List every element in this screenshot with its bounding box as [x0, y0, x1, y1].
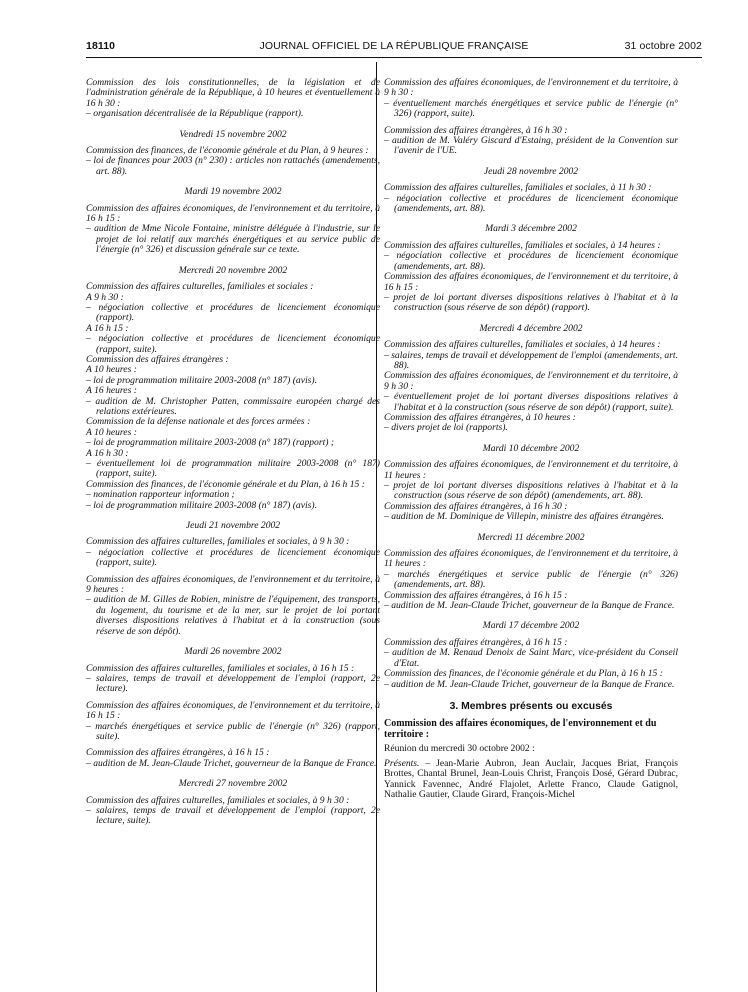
day-heading: Jeudi 21 novembre 2002	[185, 520, 281, 532]
commission-heading: Commission de la défense nationale et des forces armées :	[86, 416, 311, 428]
day-heading: Jeudi 28 novembre 2002	[483, 165, 579, 177]
agenda-entry	[86, 146, 380, 177]
section-subtitle: Commission des affaires économiques, de l'environnement et du territoire :	[384, 718, 657, 741]
day-heading: Mardi 26 novembre 2002	[184, 646, 282, 658]
agenda-entry	[86, 796, 380, 827]
issue-date: 31 octobre 2002	[624, 40, 702, 52]
day-heading: Mercredi 27 novembre 2002	[178, 778, 288, 790]
commission-heading: Commission des affaires étrangères, à 16 h 15 :	[384, 636, 568, 648]
agenda-item: – marchés énergétiques et service public de l'énergie (n° 326) (rapport, suite).	[86, 722, 380, 743]
agenda-item: – marchés énergétiques et service public de l'énergie (n° 326) (amendements, art. 88).	[384, 570, 678, 591]
agenda-item: – négociation collective et procédures de licenciement économique (rapport, suite).	[86, 548, 380, 569]
agenda-entry	[86, 701, 380, 743]
day-heading: Mardi 3 décembre 2002	[485, 223, 577, 235]
commission-heading: Commission des finances, de l'économie générale et du Plan, à 9 heures :	[86, 145, 369, 157]
agenda-item: – projet de loi portant diverses dispositions relatives à l'habitat et à la construction (sous réserve de son dépôt) (amendements, art. 88).	[384, 481, 678, 502]
commission-heading: Commission des affaires culturelles, familiales et sociales, à 14 heures :	[384, 339, 661, 351]
commission-heading: Commission des affaires culturelles, familiales et sociales, à 14 heures :	[384, 239, 661, 251]
right-column	[384, 78, 678, 800]
day-heading: Mercredi 4 décembre 2002	[479, 322, 583, 334]
agenda-item: – loi de programmation militaire 2003-2008 (n° 187) (avis).	[86, 501, 380, 511]
agenda-item: – organisation décentralisée de la République (rapport).	[86, 109, 380, 119]
commission-heading: Commission des finances, de l'économie générale et du Plan, à 16 h 15 :	[384, 668, 663, 680]
commission-heading: Commission des affaires étrangères, à 16 h 15 :	[384, 589, 568, 601]
agenda-entry	[86, 78, 380, 120]
agenda-item: – salaires, temps de travail et développement de l'emploi (rapport, 2e lecture, suite).	[86, 806, 380, 827]
session-time: A 9 h 30 :	[86, 291, 124, 303]
commission-heading: Commission des affaires économiques, de l'environnement et du territoire, à 9 heures :	[86, 573, 380, 596]
agenda-item: – audition de M. Dominique de Villepin, ministre des affaires étrangères.	[384, 512, 678, 522]
agenda-item: – loi de finances pour 2003 (n° 230) : articles non rattachés (amendements, art. 88).	[86, 156, 380, 177]
session-time: A 10 heures :	[86, 426, 137, 438]
session-time: A 16 h 30 :	[86, 447, 129, 459]
agenda-entry	[384, 638, 678, 690]
agenda-entry	[86, 204, 380, 256]
commission-heading: Commission des affaires culturelles, familiales et sociales, à 16 h 15 :	[86, 662, 355, 674]
left-column	[86, 78, 380, 833]
header-rule	[86, 57, 702, 58]
commission-heading: Commission des affaires culturelles, familiales et sociales :	[86, 281, 314, 293]
agenda-item: – négociation collective et procédures de licenciement économique (amendements, art. 88).	[384, 251, 678, 272]
agenda-entry	[384, 241, 678, 314]
agenda-item: – loi de programmation militaire 2003-2008 (n° 187) (rapport) ;	[86, 438, 380, 448]
agenda-entry	[86, 575, 380, 637]
page-number: 18110	[86, 40, 116, 52]
commission-heading: Commission des affaires économiques, de l'environnement et du territoire, à 11 heures :	[384, 548, 678, 570]
commission-heading: Commission des affaires étrangères, à 16 h 30 :	[384, 124, 568, 136]
day-heading: Mardi 17 décembre 2002	[482, 620, 580, 632]
present-members	[384, 759, 678, 801]
agenda-entry	[86, 664, 380, 695]
agenda-item: – audition de M. Christopher Patten, commissaire européen chargé des relations extérieures.	[86, 397, 380, 418]
right-column-agenda	[384, 78, 678, 690]
agenda-item: – négociation collective et procédures de licenciement économique (rapport).	[86, 303, 380, 324]
agenda-item: – audition de M. Gilles de Robien, ministre de l'équipement, des transports, du logement, du tourisme et de la mer, sur le projet de loi portant diverses dispositions relatives à l'habitat et à la construction (sous réserve de son dépôt).	[86, 595, 380, 637]
agenda-item: – négociation collective et procédures de licenciement économique (amendements, art. 88).	[384, 194, 678, 215]
commission-heading: Commission des affaires culturelles, familiales et sociales, à 9 h 30 :	[86, 536, 350, 548]
agenda-item: – nomination rapporteur information ;	[86, 490, 380, 500]
agenda-item: – salaires, temps de travail et développement de l'emploi (amendements, art. 88).	[384, 351, 678, 372]
agenda-entry	[384, 78, 678, 120]
agenda-entry	[384, 460, 678, 522]
agenda-item: – éventuellement loi de programmation militaire 2003-2008 (n° 187) (rapport, suite).	[86, 459, 380, 480]
commission-heading: Commission des affaires économiques, de l'environnement et du territoire, à 9 h 30 :	[384, 370, 678, 392]
agenda-item: – audition de M. Jean-Claude Trichet, gouverneur de la Banque de France.	[384, 680, 678, 690]
agenda-item: – négociation collective et procédures de licenciement économique (rapport, suite).	[86, 334, 380, 355]
agenda-item: – audition de M. Jean-Claude Trichet, gouverneur de la Banque de France.	[86, 759, 380, 769]
agenda-item: – projet de loi portant diverses dispositions relatives à l'habitat et à la construction (sous réserve de son dépôt) (rapport).	[384, 293, 678, 314]
section-title: 3. Membres présents ou excusés	[449, 700, 613, 712]
commission-heading: Commission des affaires économiques, de l'environnement et du territoire, à 11 heures :	[384, 459, 678, 481]
present-names: – Jean-Marie Aubron, Jean Auclair, Jacques Briat, François Brottes, Chantal Brunel, Jean-Louis Christ, François Dosé, Gérard Dubrac, Yannick Favennec, André Flajolet, Arlette Franco, Claude Gatignol, Nathalie Gautier, Claude Girard, François-Michel	[384, 757, 678, 800]
day-heading: Mardi 19 novembre 2002	[184, 186, 282, 198]
agenda-entry	[86, 537, 380, 568]
agenda-item: – éventuellement projet de loi portant diverses dispositions relatives à l'habitat et à la construction (sous réserve de son dépôt) (rapport, suite).	[384, 392, 678, 413]
commission-heading: Commission des affaires économiques, de l'environnement et du territoire, à 9 h 30 :	[384, 77, 678, 99]
day-heading: Mardi 10 décembre 2002	[482, 442, 580, 454]
commission-heading: Commission des affaires économiques, de l'environnement et du territoire, à 16 h 15 :	[384, 271, 678, 293]
agenda-item: – audition de M. Jean-Claude Trichet, gouverneur de la Banque de France.	[384, 601, 678, 611]
commission-heading: Commission des affaires culturelles, familiales et sociales, à 11 h 30 :	[384, 182, 652, 194]
page-header	[86, 40, 702, 58]
agenda-item: – audition de M. Renaud Denoix de Saint Marc, vice-président du Conseil d'Etat.	[384, 648, 678, 669]
day-heading: Mercredi 11 décembre 2002	[477, 531, 585, 543]
agenda-entry	[384, 183, 678, 214]
session-time: A 10 heures :	[86, 364, 137, 376]
commission-heading: Commission des affaires étrangères, à 10 heures :	[384, 411, 576, 423]
agenda-entry	[86, 282, 380, 511]
agenda-item: – loi de programmation militaire 2003-2008 (n° 187) (avis).	[86, 376, 380, 386]
day-heading: Vendredi 15 novembre 2002	[179, 128, 287, 140]
day-heading: Mercredi 20 novembre 2002	[178, 264, 288, 276]
commission-heading: Commission des affaires économiques, de l'environnement et du territoire, à 16 h 15 :	[86, 699, 380, 722]
agenda-entry	[384, 126, 678, 157]
commission-heading: Commission des affaires étrangères, à 16 h 15 :	[86, 747, 270, 759]
session-time: A 16 heures :	[86, 385, 137, 397]
agenda-item: – éventuellement marchés énergétiques et service public de l'énergie (n° 326) (rapport, suite).	[384, 99, 678, 120]
agenda-item: – audition de M. Valéry Giscard d'Estaing, président de la Convention sur l'avenir de l'UE.	[384, 136, 678, 157]
commission-heading: Commission des affaires culturelles, familiales et sociales, à 9 h 30 :	[86, 794, 350, 806]
agenda-item: – divers projet de loi (rapports).	[384, 423, 678, 433]
present-label: Présents.	[384, 757, 420, 769]
session-time: A 16 h 15 :	[86, 322, 129, 334]
journal-title: JOURNAL OFFICIEL DE LA RÉPUBLIQUE FRANÇAISE	[259, 40, 529, 52]
commission-heading: Commission des lois constitutionnelles, de la législation et de l'administration générale de la République, à 10 heures et éventuellement à 16 h 30 :	[86, 77, 380, 109]
agenda-entry	[86, 748, 380, 769]
commission-heading: Commission des affaires étrangères :	[86, 353, 229, 365]
agenda-entry	[384, 549, 678, 611]
commission-heading: Commission des affaires étrangères, à 16 h 30 :	[384, 500, 568, 512]
agenda-item: – salaires, temps de travail et développement de l'emploi (rapport, 2e lecture).	[86, 674, 380, 695]
agenda-item: – audition de Mme Nicole Fontaine, ministre déléguée à l'industrie, sur le projet de loi relatif aux marchés énergétiques et au service public de l'énergie (n° 326) et discussion générale sur ce texte.	[86, 224, 380, 255]
commission-heading: Commission des affaires économiques, de l'environnement et du territoire, à 16 h 15 :	[86, 202, 380, 225]
commission-heading: Commission des finances, de l'économie générale et du Plan, à 16 h 15 :	[86, 478, 365, 490]
agenda-entry	[384, 340, 678, 434]
meeting-date: Réunion du mercredi 30 octobre 2002 :	[384, 743, 535, 755]
